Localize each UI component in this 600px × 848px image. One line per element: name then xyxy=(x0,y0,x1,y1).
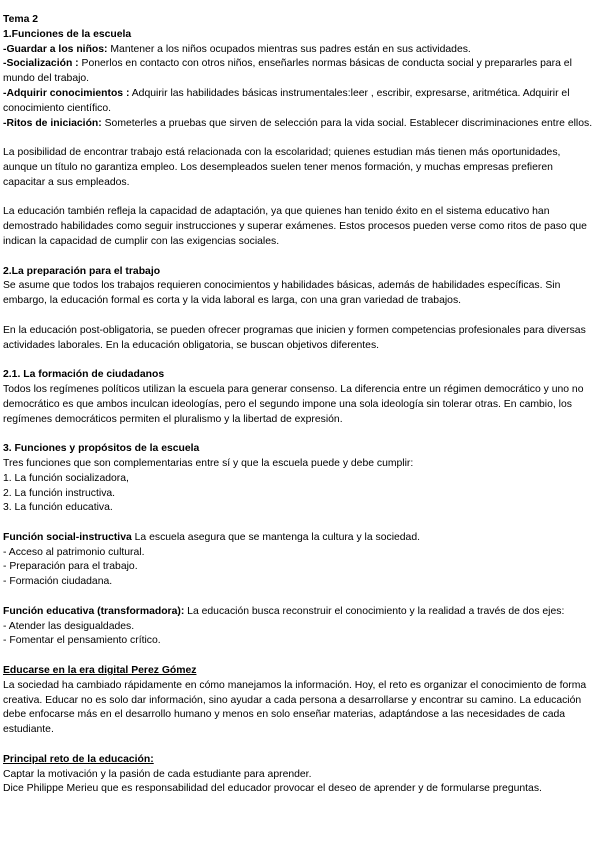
paragraph: Dice Philippe Merieu que es responsabilidad del educador provocar el deseo de aprender y de formularse preguntas. xyxy=(3,783,542,795)
spacer xyxy=(3,738,596,753)
paragraph: Captar la motivación y la pasión de cada estudiante para aprender. xyxy=(3,768,312,780)
function-term: -Guardar a los niños: xyxy=(3,43,108,55)
list-item: - Atender las desigualdades. xyxy=(3,620,135,632)
function-term: -Adquirir conocimientos : xyxy=(3,87,130,99)
spacer xyxy=(3,309,596,324)
paragraph: Todos los regímenes políticos utilizan la escuela para generar consenso. La diferencia entre un régimen democrático y uno no democrático es que ambos inculcan ideologías, pero el segundo impone una sola ideología sin tolerar otras. En cambio, los regímenes democráticos permiten el pluralismo y la libertad de expresión. xyxy=(3,383,584,425)
function-text: Mantener a los niños ocupados mientras sus padres están en sus actividades. xyxy=(107,43,471,55)
list-item: 2. La función instructiva. xyxy=(3,487,116,499)
function-term: -Ritos de iniciación: xyxy=(3,117,102,129)
spacer xyxy=(3,649,596,664)
list-item: - Acceso al patrimonio cultural. xyxy=(3,546,145,558)
function-text: La escuela asegura que se mantenga la cultura y la sociedad. xyxy=(131,531,421,543)
function-text: La educación busca reconstruir el conocimiento y la realidad a través de dos ejes: xyxy=(184,605,565,617)
digital-era-heading: Educarse en la era digital Perez Gómez xyxy=(3,665,197,677)
function-text: Someterles a pruebas que sirven de selección para la vida social. Establecer discriminaciones entre ellos. xyxy=(101,117,593,129)
function-text: Ponerlos en contacto con otros niños, enseñarles normas básicas de conducta social y prepararles para el mundo del trabajo. xyxy=(3,58,572,85)
paragraph: La educación también refleja la capacidad de adaptación, ya que quienes han tenido éxito en el sistema educativo han demostrado habilidades como seguir instrucciones y superar exámenes. Estos procesos pueden verse como ritos de paso que indican la capacidad de cumplir con las exigencias sociales. xyxy=(3,206,587,247)
social-instructive-function xyxy=(3,531,596,546)
section-3-heading: 3. Funciones y propósitos de la escuela xyxy=(3,443,200,455)
function-item xyxy=(3,87,596,117)
spacer xyxy=(3,191,596,206)
paragraph: La posibilidad de encontrar trabajo está relacionada con la escolaridad; quienes estudian más tienen más oportunidades, aunque un título no garantiza empleo. Los desempleados suelen tener menos formación, y muchas empresas prefieren capacitar a sus empleados. xyxy=(3,147,561,188)
list-item: 1. La función socializadora, xyxy=(3,472,129,484)
spacer xyxy=(3,516,596,531)
main-challenge-heading: Principal reto de la educación: xyxy=(3,753,154,765)
list-item: 3. La función educativa. xyxy=(3,502,113,514)
spacer xyxy=(3,131,596,146)
educative-function xyxy=(3,605,596,620)
function-item xyxy=(3,43,596,58)
function-term: Función social-instructiva xyxy=(3,531,132,543)
list-item: - Fomentar el pensamiento crítico. xyxy=(3,635,161,647)
paragraph: La sociedad ha cambiado rápidamente en cómo manejamos la información. Hoy, el reto es organizar el conocimiento de forma creativa. Educar no es solo dar información, sino ayudar a cada persona a desarrollarse y encontrar su camino. La educación debe enfocarse más en el desarrollo humano y menos en solo enseñar materias, adaptándose a las necesidades de cada estudiante. xyxy=(3,679,587,736)
list-item: - Preparación para el trabajo. xyxy=(3,561,138,573)
section-2-1-heading: 2.1. La formación de ciudadanos xyxy=(3,369,165,381)
function-term: -Socialización : xyxy=(3,58,79,70)
function-text: Adquirir las habilidades básicas instrumentales:leer , escribir, expresarse, aritmética. Adquirir el conocimiento científico. xyxy=(3,87,570,114)
spacer xyxy=(3,353,596,368)
spacer xyxy=(3,427,596,442)
section-2-heading: 2.La preparación para el trabajo xyxy=(3,265,161,277)
function-item xyxy=(3,57,596,87)
paragraph: Se asume que todos los trabajos requieren conocimientos y habilidades básicas, además de habilidades específicas. Sin embargo, la educación formal es corta y la vida laboral es larga, con una gran variedad de trabajos. xyxy=(3,280,561,307)
spacer xyxy=(3,250,596,265)
list-item: - Formación ciudadana. xyxy=(3,576,113,588)
paragraph: En la educación post-obligatoria, se pueden ofrecer programas que inicien y formen competencias profesionales para diversas actividades laborales. En la educación obligatoria, se buscan objetivos diferentes. xyxy=(3,324,586,351)
function-item xyxy=(3,117,596,132)
doc-title: Tema 2 xyxy=(3,14,39,25)
paragraph: Tres funciones que son complementarias entre sí y que la escuela puede y debe cumplir: xyxy=(3,457,414,469)
section-1-heading: 1.Funciones de la escuela xyxy=(3,28,132,40)
function-term: Función educativa (transformadora): xyxy=(3,605,185,617)
spacer xyxy=(3,590,596,605)
